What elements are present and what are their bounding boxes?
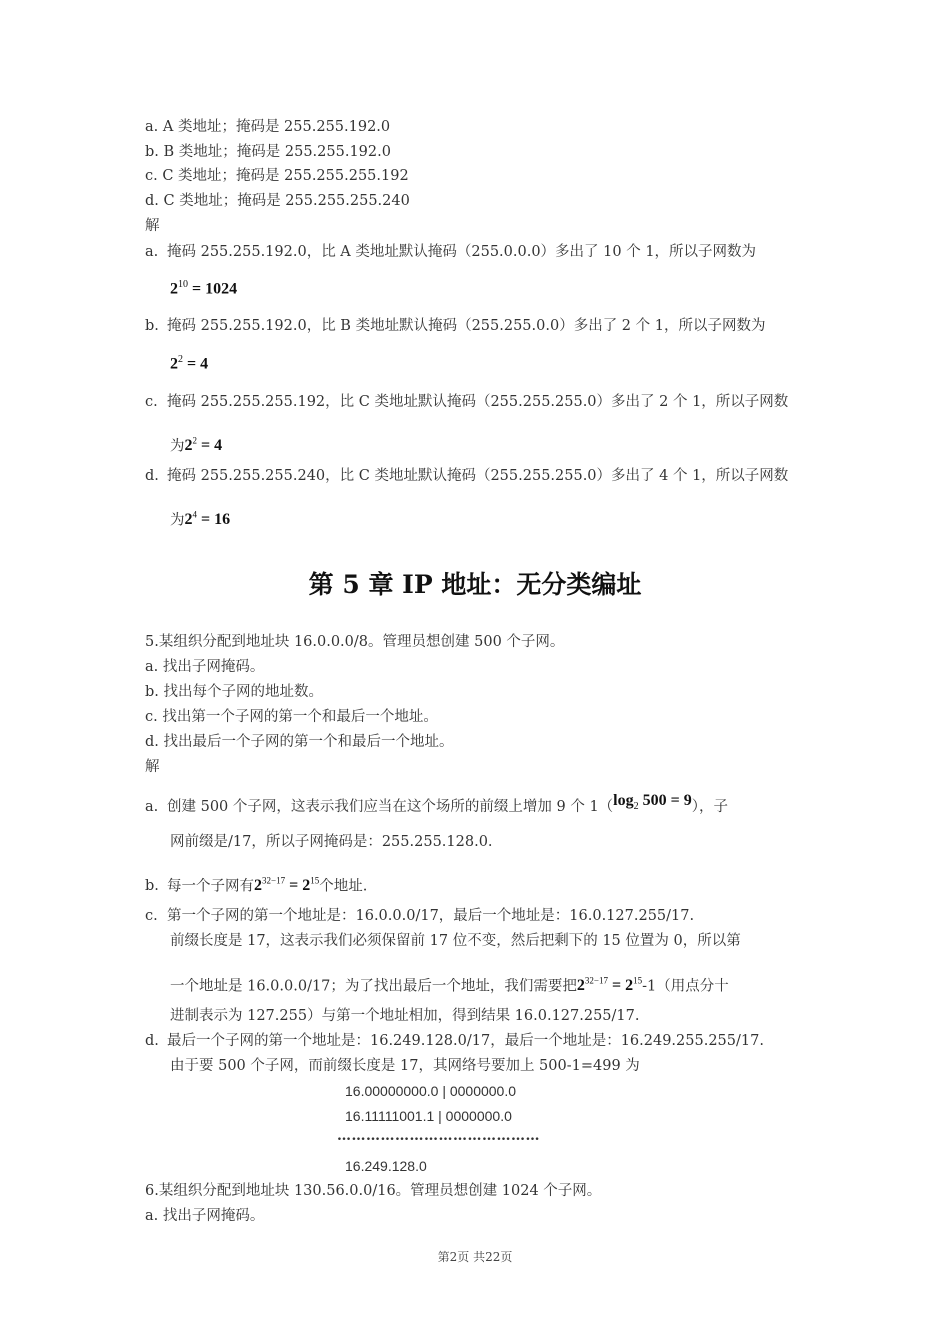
q5-item-b: b. 找出每个子网的地址数。	[145, 684, 323, 700]
q5-answer-b: b. 每一个子网有$2^{32-17} = 2^{15}$个地址.	[145, 876, 368, 895]
q6-stem: 6.某组织分配到地址块 130.56.0.0/16。管理员想创建 1024 个子网。	[145, 1183, 602, 1199]
q6-item-a: a. 找出子网掩码。	[145, 1208, 265, 1224]
answer-a-marker: a.	[145, 244, 159, 260]
answer-a-text: 掩码 255.255.192.0，比 A 类地址默认掩码（255.0.0.0）多出了 10 个 1，所以子网数为	[167, 244, 757, 260]
answer-b-marker: b.	[145, 318, 159, 334]
q5-solution-heading: 解	[145, 759, 160, 775]
q5-answer-d-line2: 由于要 500 个子网，而前缀长度是 17，其网络号要加上 500-1=499 为	[170, 1058, 640, 1074]
option-b: b. B 类地址；掩码是 255.255.192.0	[145, 144, 391, 160]
binary-line-2: 16.11111001.1 | 0000000.0	[345, 1108, 512, 1124]
q5-answer-c: c. 第一个子网的第一个地址是：16.0.0.0/17，最后一个地址是：16.0.127.255/17.	[145, 908, 695, 924]
answer-d-marker: d.	[145, 468, 159, 484]
solution-heading: 解	[145, 218, 160, 234]
answer-c-marker: c.	[145, 394, 158, 410]
answer-d	[145, 466, 788, 486]
q5-answer-c-line4: 进制表示为 127.255）与第一个地址相加，得到结果 16.0.127.255/17.	[170, 1008, 640, 1024]
answer-b	[145, 316, 765, 336]
answer-a	[145, 242, 756, 262]
q5-answer-d: d. 最后一个子网的第一个地址是：16.249.128.0/17，最后一个地址是：16.249.255.255/17.	[145, 1033, 764, 1049]
option-d: d. C 类地址；掩码是 255.255.255.240	[145, 193, 410, 209]
page-footer: 第2页 共22页	[437, 1250, 513, 1264]
binary-line-1: 16.00000000.0 | 0000000.0	[345, 1083, 517, 1099]
answer-c	[145, 392, 788, 412]
binary-line-3: 16.249.128.0	[345, 1158, 427, 1174]
q5-stem: 5.某组织分配到地址块 16.0.0.0/8。管理员想创建 500 个子网。	[145, 634, 565, 650]
option-c: c. C 类地址；掩码是 255.255.255.192	[145, 168, 409, 184]
ellipsis-line: ……………………………………	[337, 1128, 540, 1144]
q5-answer-c-line3: 一个地址是 16.0.0.0/17；为了找出最后一个地址，我们需要把$2^{32-17} = 2^{15}-1$（用点分十	[170, 976, 729, 995]
answer-d-text: 掩码 255.255.255.240，比 C 类地址默认掩码（255.255.255.0）多出了 4 个 1，所以子网数	[167, 468, 789, 484]
option-a: a. A 类地址；掩码是 255.255.192.0	[145, 119, 391, 135]
answer-a-formula: $2^{10} = 1024$	[170, 279, 238, 298]
chapter-title: 第 5 章 IP 地址：无分类编址	[308, 570, 642, 599]
q5-answer-a: a. 创建 500 个子网，这表示我们应当在这个场所的前缀上增加 9 个 $1(\log_2$ 500 = 9），子	[145, 792, 728, 815]
answer-b-text: 掩码 255.255.192.0，比 B 类地址默认掩码（255.255.0.0）多出了 2 个 1，所以子网数为	[167, 318, 766, 334]
answer-c-text: 掩码 255.255.255.192，比 C 类地址默认掩码（255.255.255.0）多出了 2 个 1，所以子网数	[167, 394, 789, 410]
q5-item-d: d. 找出最后一个子网的第一个和最后一个地址。	[145, 734, 454, 750]
q5-answer-c-line2: 前缀长度是 17，这表示我们必须保留前 17 位不变，然后把剩下的 15 位置为 0，所以第	[170, 933, 741, 949]
answer-d-formula-line: 为$2^4 = 16$	[170, 510, 231, 529]
answer-b-formula: $2^2 = 4$	[170, 354, 209, 373]
q5-item-a: a. 找出子网掩码。	[145, 659, 265, 675]
q5-answer-a-line2: 网前缀是/17，所以子网掩码是：255.255.128.0.	[170, 834, 493, 850]
answer-c-formula-line: 为$2^2 = 4$	[170, 436, 223, 455]
q5-item-c: c. 找出第一个子网的第一个和最后一个地址。	[145, 709, 438, 725]
